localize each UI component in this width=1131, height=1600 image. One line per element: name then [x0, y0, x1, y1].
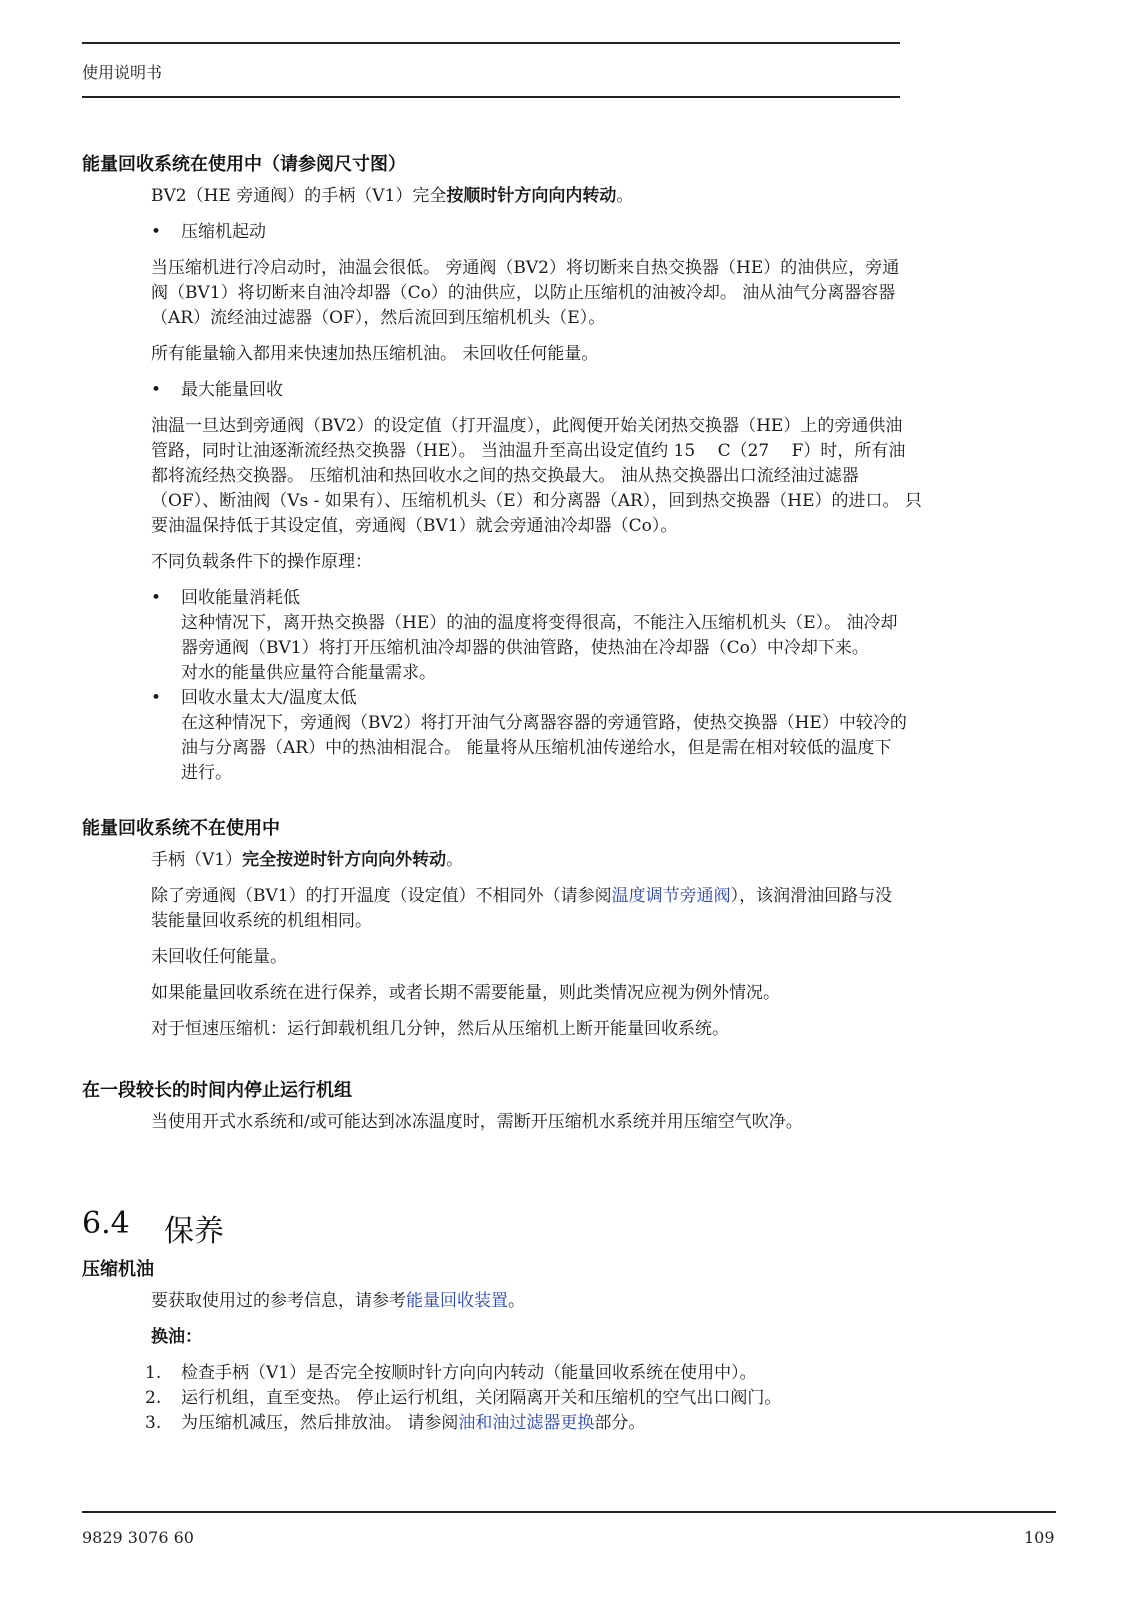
- paragraph: 阀（BV1）将切断来自油冷却器（Co）的油供应，以防止压缩机的油被冷却。 油从油气分离器容器: [151, 283, 896, 303]
- footer-page-number: 109: [1024, 1528, 1055, 1547]
- paragraph: 对于恒速压缩机：运行卸载机组几分钟，然后从压缩机上断开能量回收系统。: [151, 1019, 729, 1039]
- header-title: 使用说明书: [82, 63, 163, 82]
- paragraph: 除了旁通阀（BV1）的打开温度（设定值）不相同外（请参阅温度调节旁通阀），该润滑油回路与没: [151, 886, 893, 906]
- link-oil-filter-change[interactable]: 油和油过滤器更换: [458, 1413, 595, 1433]
- bullet-marker: •: [151, 588, 162, 608]
- step-number: 1.: [145, 1363, 162, 1383]
- paragraph: 管路，同时让油逐渐流经热交换器（HE）。 当油温升至高出设定值约 15 C（27 F）时，所有油: [151, 441, 906, 461]
- chapter-number: 6.4: [82, 1206, 130, 1241]
- paragraph: 都将流经热交换器。 压缩机油和热回收水之间的热交换最大。 油从热交换器出口流经油过滤器: [151, 466, 859, 486]
- paragraph: 装能量回收系统的机组相同。: [151, 911, 372, 931]
- paragraph: 所有能量输入都用来快速加热压缩机油。 未回收任何能量。: [151, 344, 599, 364]
- paragraph: 手柄（V1）完全按逆时针方向向外转动。: [151, 850, 464, 870]
- section-heading-long-stop: 在一段较长的时间内停止运行机组: [82, 1080, 352, 1101]
- step-number: 3.: [145, 1413, 162, 1433]
- paragraph: 如果能量回收系统在进行保养，或者长期不需要能量，则此类情况应视为例外情况。: [151, 983, 780, 1003]
- section-heading-energy-recovery-not-in-use: 能量回收系统不在使用中: [82, 818, 280, 839]
- bullet-text: 器旁通阀（BV1）将打开压缩机油冷却器的供油管路，使热油在冷却器（Co）中冷却下来。: [181, 638, 869, 658]
- subheading-oil-change: 换油：: [151, 1327, 202, 1347]
- bullet-marker: •: [151, 380, 162, 400]
- paragraph: 不同负载条件下的操作原理：: [151, 552, 372, 572]
- step-number: 2.: [145, 1388, 162, 1408]
- bullet-text: 这种情况下，离开热交换器（HE）的油的温度将变得很高，不能注入压缩机机头（E）。 油冷却: [181, 613, 898, 633]
- paragraph: BV2（HE 旁通阀）的手柄（V1）完全按顺时针方向向内转动。: [151, 186, 634, 206]
- paragraph: （AR）流经油过滤器（OF），然后流回到压缩机机头（E）。: [151, 308, 606, 328]
- header-rule-top: [82, 42, 900, 44]
- paragraph: 未回收任何能量。: [151, 947, 287, 967]
- section-heading-energy-recovery-in-use: 能量回收系统在使用中（请参阅尺寸图）: [82, 154, 406, 175]
- paragraph: 要获取使用过的参考信息，请参考能量回收装置。: [151, 1291, 525, 1311]
- bullet-max-recovery: 最大能量回收: [181, 380, 283, 400]
- bullet-marker: •: [151, 688, 162, 708]
- section-heading-compressor-oil: 压缩机油: [82, 1259, 154, 1280]
- paragraph: 当使用开式水系统和/或可能达到冰冻温度时，需断开压缩机水系统并用压缩空气吹净。: [151, 1112, 803, 1132]
- bullet-high-water-flow: 回收水量太大/温度太低: [181, 688, 357, 708]
- bullet-text: 油与分离器（AR）中的热油相混合。 能量将从压缩机油传递给水，但是需在相对较低的温度下: [181, 738, 892, 758]
- paragraph: （OF）、断油阀（Vs - 如果有）、压缩机机头（E）和分离器（AR），回到热交换器（HE）的进口。 只: [151, 491, 922, 511]
- link-energy-recovery-unit[interactable]: 能量回收装置: [406, 1291, 508, 1311]
- footer-doc-number: 9829 3076 60: [82, 1528, 194, 1547]
- paragraph: 要油温保持低于其设定值，旁通阀（BV1）就会旁通油冷却器（Co）。: [151, 516, 678, 536]
- chapter-title: 保养: [164, 1214, 224, 1249]
- footer-rule: [82, 1511, 1056, 1513]
- link-temperature-bypass-valve[interactable]: 温度调节旁通阀: [611, 886, 731, 906]
- step-text: 检查手柄（V1）是否完全按顺时针方向向内转动（能量回收系统在使用中）。: [181, 1363, 757, 1383]
- step-text: 运行机组，直至变热。 停止运行机组，关闭隔离开关和压缩机的空气出口阀门。: [181, 1388, 782, 1408]
- bullet-text: 在这种情况下，旁通阀（BV2）将打开油气分离器容器的旁通管路，使热交换器（HE）中较冷的: [181, 713, 907, 733]
- bullet-text: 对水的能量供应量符合能量需求。: [181, 663, 436, 683]
- step-text: 为压缩机减压，然后排放油。 请参阅油和油过滤器更换部分。: [181, 1413, 646, 1433]
- paragraph: 当压缩机进行冷启动时，油温会很低。 旁通阀（BV2）将切断来自热交换器（HE）的油供应，旁通: [151, 258, 900, 278]
- bullet-marker: •: [151, 222, 162, 242]
- paragraph: 油温一旦达到旁通阀（BV2）的设定值（打开温度），此阀便开始关闭热交换器（HE）上的旁通供油: [151, 416, 903, 436]
- bullet-text: 进行。: [181, 763, 232, 783]
- bullet-low-consumption: 回收能量消耗低: [181, 588, 300, 608]
- bullet-compressor-start: 压缩机起动: [181, 222, 266, 242]
- chapter-heading: [82, 1206, 224, 1249]
- header-rule-bottom: [82, 96, 900, 98]
